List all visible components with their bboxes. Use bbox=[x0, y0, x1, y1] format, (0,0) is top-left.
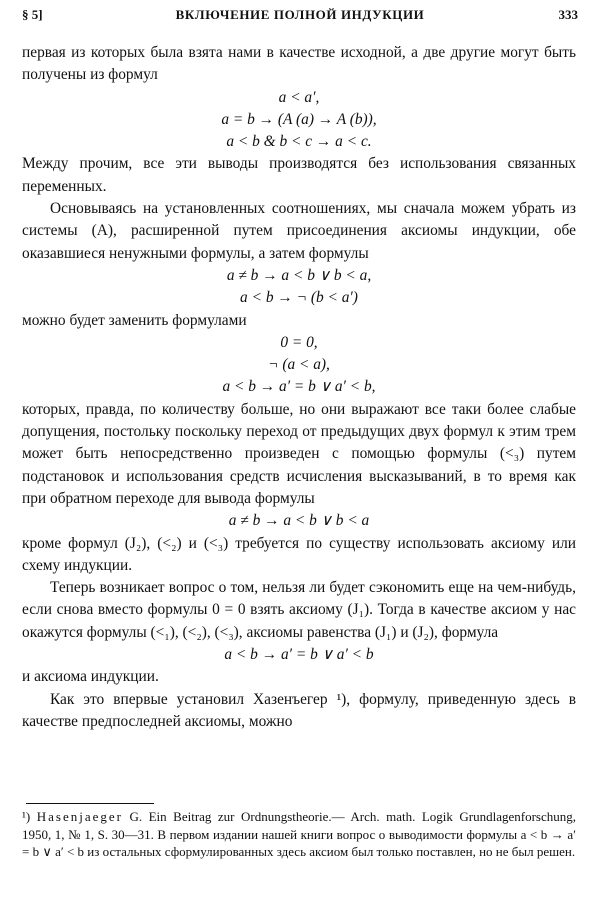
formula: a < b & b < c → a < c. bbox=[226, 133, 372, 151]
footnote-mark: ¹) bbox=[22, 809, 31, 824]
footnote-text: G. Ein Beitrag zur Ordnungstheorie.— Arch. math. Logik Grundlagenforschung, 1950, 1, № 1, S. 30—31. В первом издании нашей книги вопрос о выводимости формулы a < b → a′ = b ∨ a′ < b из остальных сформулированных здесь аксиом был только поставлен, но не был решен. bbox=[22, 809, 577, 859]
paragraph: Как это впервые установил Хазенъегер ¹), формулу, приведенную здесь в качестве предпоследней аксиомы, можно bbox=[22, 690, 576, 730]
section-marker: § 5] bbox=[22, 7, 43, 22]
footnote bbox=[22, 808, 576, 861]
paragraph: первая из которых была взята нами в качестве исходной, а две другие могут быть получены из формул bbox=[22, 44, 576, 84]
paragraph: которых, правда, по количеству больше, но они выражают все таки более слабые допущения, постольку поскольку переход от предыдущих двух формул к этим трем может быть непосредственно произведен с помощью формулы (<₃) путем подстановок и использования средств исчисления высказываний, в то время как при обратном переходе для вывода формулы bbox=[22, 400, 576, 507]
formula: a < a′, bbox=[278, 88, 320, 106]
formula: a < b → ¬ (b < a′) bbox=[240, 289, 358, 307]
paragraph: Теперь возникает вопрос о том, нельзя ли будет сэкономить еще на чем-нибудь, если снова вместо формулы 0 = 0 взять аксиому (J₁). Тогда в качестве аксиом у нас окажутся формулы (<₁), (<₂), (<₃), аксиомы равенства (J₁) и (J₂), формула bbox=[22, 579, 576, 641]
formula: a < b → a′ = b ∨ a′ < b bbox=[224, 646, 374, 664]
paragraph: Между прочим, все эти выводы производятся без использования связанных переменных. bbox=[22, 155, 576, 195]
paragraph: и аксиома индукции. bbox=[22, 668, 159, 686]
paragraph: можно будет заменить формулами bbox=[22, 311, 247, 329]
formula: a ≠ b → a < b ∨ b < a bbox=[228, 512, 370, 530]
paragraph: кроме формул (J₂), (<₂) и (<₃) требуется по существу использовать аксиому или схему индукции. bbox=[22, 534, 576, 574]
running-title: ВКЛЮЧЕНИЕ ПОЛНОЙ ИНДУКЦИИ bbox=[175, 7, 425, 22]
footnote-author: Hasenjaeger bbox=[36, 809, 123, 824]
paragraph: Основываясь на установленных соотношениях, мы сначала можем убрать из системы (A), расширенной путем присоединения аксиомы индукции, обе оказавшиеся ненужными формулы, а затем формулы bbox=[22, 200, 576, 262]
main-text bbox=[22, 42, 576, 733]
formula: a ≠ b → a < b ∨ b < a, bbox=[226, 266, 372, 284]
formula: 0 = 0, bbox=[280, 333, 318, 351]
footnote-divider bbox=[26, 803, 154, 804]
formula: a < b → a′ = b ∨ a′ < b, bbox=[222, 378, 376, 396]
formula: ¬ (a < a), bbox=[268, 356, 330, 374]
formula: a = b → (A (a) → A (b)), bbox=[221, 110, 377, 128]
running-header bbox=[22, 7, 578, 25]
page-number: 333 bbox=[558, 7, 578, 22]
